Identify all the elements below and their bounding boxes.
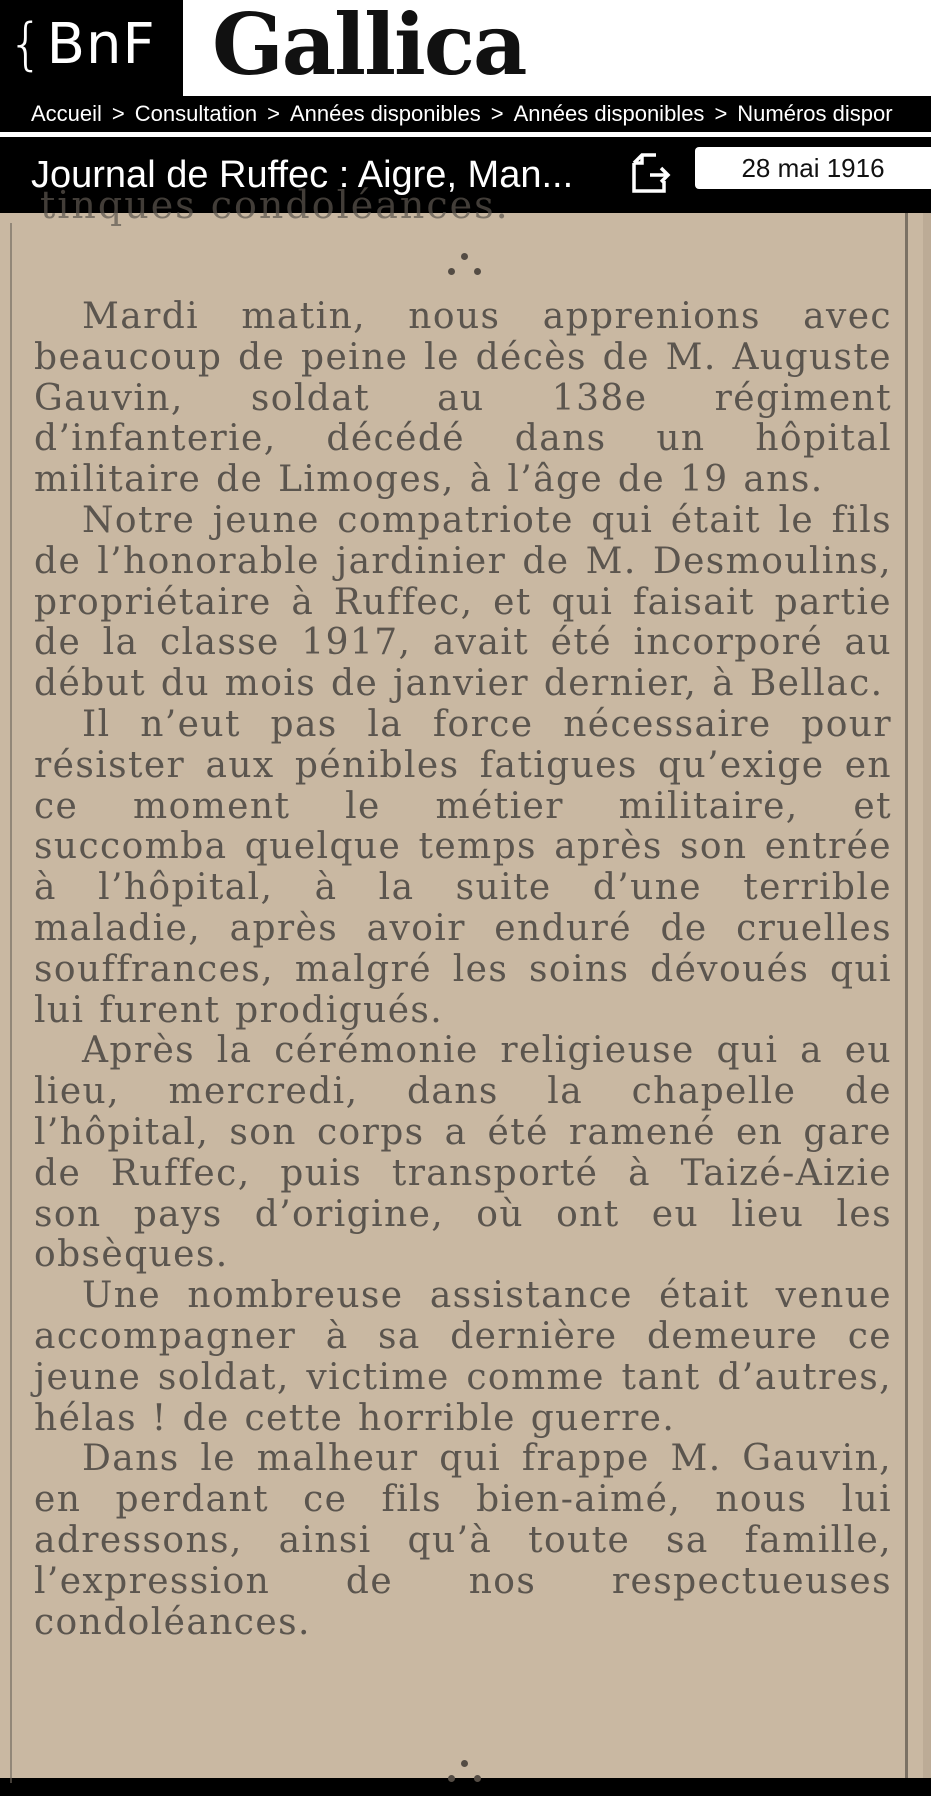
page-edge [923, 213, 931, 1778]
breadcrumb-item-consultation[interactable]: Consultation [134, 101, 258, 126]
column-rule-left [10, 223, 12, 1783]
article-paragraph: Une nombreuse assistance était venue accompagner à sa dernière demeure ce jeune soldat, victime comme tant d’autres, hélas ! de cette horrible guerre. [34, 1275, 892, 1439]
top-banner [0, 0, 931, 96]
document-title: Journal de Ruffec : Aigre, Man... [31, 154, 574, 196]
breadcrumb-separator: > [267, 101, 280, 126]
breadcrumb-item-annees-disponibles[interactable]: Années disponibles [289, 101, 481, 126]
article-paragraph: Notre jeune compatriote qui était le fils de l’honorable jardinier de M. Desmoulins, propriétaire à Ruffec, et qui faisait partie de la classe 1917, avait été incorporé au début du mois de janvier dernier, à Bellac. [34, 499, 892, 705]
article-text [34, 297, 892, 1643]
breadcrumb-separator: > [490, 101, 504, 126]
article-paragraph: Mardi matin, nous apprenions avec beaucoup de peine le décès de M. Auguste Gauvin, soldat au 138e régiment d’infanterie, décédé dans un hôpital militaire de Limoges, à l’âge de 19 ans. [34, 296, 892, 501]
article-paragraph: Il n’eut pas la force nécessaire pour résister aux pénibles fatigues qu’exige en ce moment le métier militaire, et succomba quelque temps après son entrée à l’hôpital, à la suite d’une terrible maladie, après avoir enduré de cruelles souffrances, malgré les soins dévoués qui lui furent prodigués. [34, 703, 892, 1031]
asterism-separator-bottom [440, 1756, 490, 1796]
gallica-logo[interactable]: Gallica [212, 0, 526, 94]
bnf-logo[interactable] [0, 0, 183, 96]
breadcrumb-item-annees-disponibles-2[interactable]: Années disponibles [513, 101, 705, 126]
issue-date-selector[interactable]: 28 mai 1916 [695, 147, 931, 189]
bnf-logo-brace: { [8, 12, 45, 77]
bnf-logo-text: BnF [46, 12, 156, 77]
breadcrumb-separator: > [111, 101, 125, 126]
breadcrumb [0, 96, 931, 132]
asterism-separator [440, 249, 490, 289]
article-paragraph: Dans le malheur qui frappe M. Gauvin, en perdant ce fils bien-aimé, nous lui adressons, ainsi qu’à toute sa famille, l’expression de nos respectueuses condoléances. [34, 1438, 892, 1643]
document-viewer[interactable] [0, 183, 931, 1778]
breadcrumb-item-accueil[interactable]: Accueil [31, 101, 102, 126]
breadcrumb-item-numeros-disponibles[interactable]: Numéros dispor [737, 101, 893, 126]
breadcrumb-separator: > [714, 101, 728, 126]
column-rule-right [905, 213, 908, 1778]
article-paragraph: Après la cérémonie religieuse qui a eu lieu, mercredi, dans la chapelle de l’hôpital, son corps a été ramené en gare de Ruffec, puis transporté à Taizé-Aizie son pays d’origine, où ont eu lieu les obsèques. [34, 1030, 892, 1276]
cropped-text-line: tinques condoléances. [40, 183, 510, 227]
